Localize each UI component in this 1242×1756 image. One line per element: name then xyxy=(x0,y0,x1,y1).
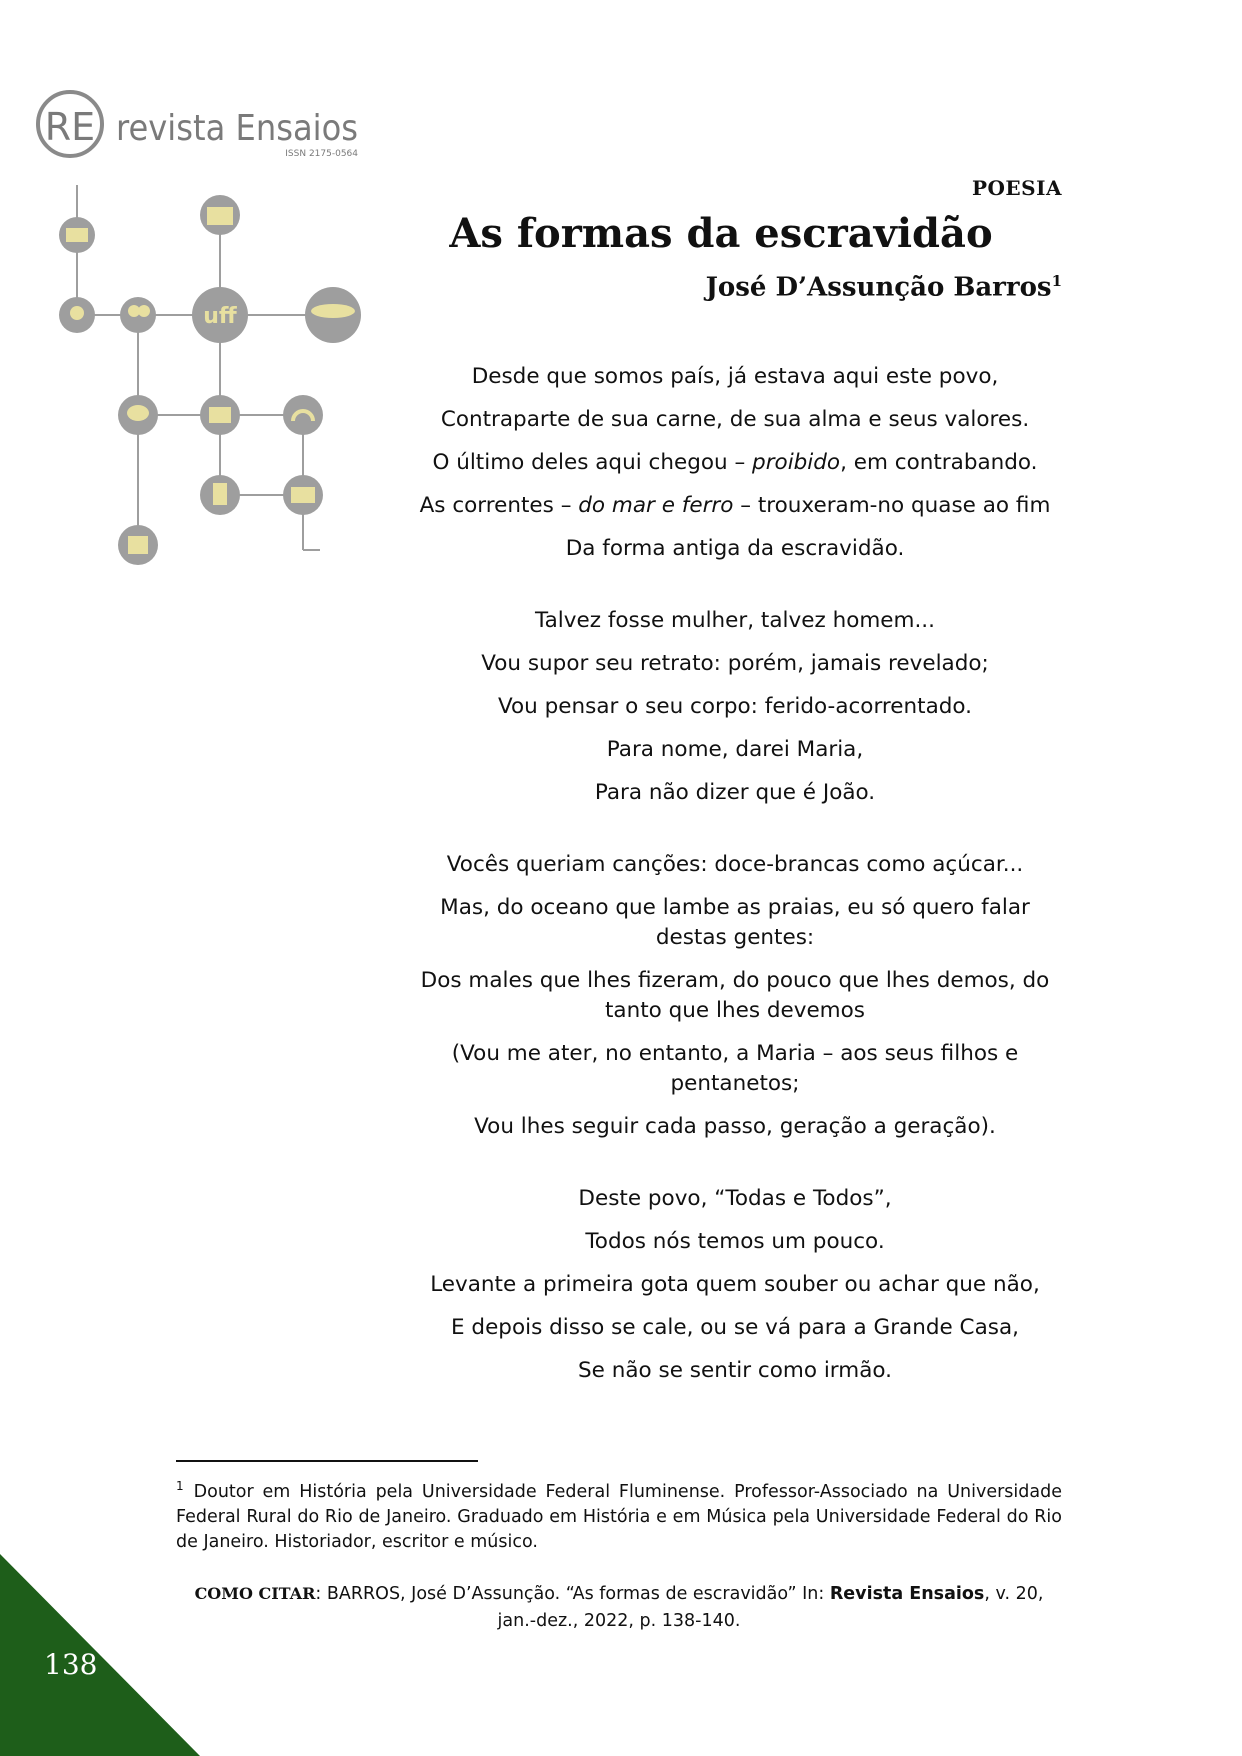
logo-monogram: RE xyxy=(44,105,96,149)
poem-line: Para não dizer que é João. xyxy=(594,780,876,805)
headphones-icon xyxy=(283,395,323,435)
poem-line: Talvez fosse mulher, talvez homem... xyxy=(535,608,935,633)
author-footnote-ref: 1 xyxy=(1051,272,1062,290)
emphasis: proibido xyxy=(752,450,841,475)
poem-line: O último deles aqui chegou – proibido, em contrabando. xyxy=(432,450,1038,475)
footnote-text: Doutor em História pela Universidade Federal Fluminense. Professor-Associado na Universidade Federal Rural do Rio de Janeiro. Graduado em História e em Música pela Universidade Federal do Rio de Janeiro. Historiador, escritor e músico. xyxy=(176,1481,1062,1552)
section-label: POESIA xyxy=(971,176,1062,200)
issn-label: ISSN 2175-0564 xyxy=(285,149,358,159)
poem-line: Deste povo, “Todas e Todos”, xyxy=(578,1186,892,1211)
poem-line: Contraparte de sua carne, de sua alma e seus valores. xyxy=(440,407,1030,432)
poem-line: Dos males que lhes fizeram, do pouco que lhes demos, do tanto que lhes devemos xyxy=(420,968,1050,1023)
poem-line: As correntes – do mar e ferro – trouxeram-no quase ao fim xyxy=(419,493,1051,518)
poem-line: Desde que somos país, já estava aqui este povo, xyxy=(471,364,999,389)
citation-post: , v. 20, jan.-dez., 2022, p. 138-140. xyxy=(497,1584,1044,1631)
logo-wordmark: revista Ensaios xyxy=(116,108,358,149)
poem-line: Da forma antiga da escravidão. xyxy=(565,536,905,561)
poem-line: Para nome, darei Maria, xyxy=(606,737,864,762)
emphasis: do mar e ferro xyxy=(578,493,734,518)
citation-pre: : BARROS, José D’Assunção. “As formas de escravidão” In: xyxy=(315,1584,830,1604)
author-name: José D’Assunção Barros xyxy=(705,272,1052,303)
poem-line: Todos nós temos um pouco. xyxy=(585,1229,885,1254)
uff-label: uff xyxy=(203,304,237,329)
poem-line: Vou lhes seguir cada passo, geração a geração). xyxy=(474,1114,996,1139)
corner-decoration xyxy=(0,1554,200,1756)
page-number: 138 xyxy=(44,1648,98,1681)
poem-stanza-3 xyxy=(410,850,1060,1142)
poem-stanza-2 xyxy=(410,606,1060,808)
citation-label: COMO CITAR xyxy=(194,1584,316,1603)
poem-line: E depois disso se cale, ou se vá para a Grande Casa, xyxy=(451,1315,1019,1340)
citation xyxy=(176,1580,1062,1635)
article-title: As formas da escravidão xyxy=(449,210,993,257)
poem-line: Mas, do oceano que lambe as praias, eu só quero falar destas gentes: xyxy=(440,895,1030,950)
poem-line: Vou pensar o seu corpo: ferido-acorrentado. xyxy=(497,694,973,719)
footnote-divider xyxy=(176,1460,478,1462)
poem-line: Levante a primeira gota quem souber ou achar que não, xyxy=(430,1272,1040,1297)
poem-line: Vocês queriam canções: doce-brancas como açúcar... xyxy=(446,852,1024,877)
poem-line: Se não se sentir como irmão. xyxy=(578,1358,892,1383)
network-graphic xyxy=(50,185,370,575)
footnote xyxy=(176,1474,1062,1555)
poem-body xyxy=(410,362,1060,1428)
poem-stanza-4 xyxy=(410,1184,1060,1386)
article-author xyxy=(706,272,1062,303)
poem-line: Vou supor seu retrato: porém, jamais revelado; xyxy=(481,651,989,676)
poem-stanza-1 xyxy=(410,362,1060,564)
footnote-marker: 1 xyxy=(176,1479,184,1493)
poem-line: (Vou me ater, no entanto, a Maria – aos seus filhos e pentanetos; xyxy=(451,1041,1019,1096)
citation-journal: Revista Ensaios xyxy=(829,1584,985,1604)
journal-logo xyxy=(36,90,366,180)
